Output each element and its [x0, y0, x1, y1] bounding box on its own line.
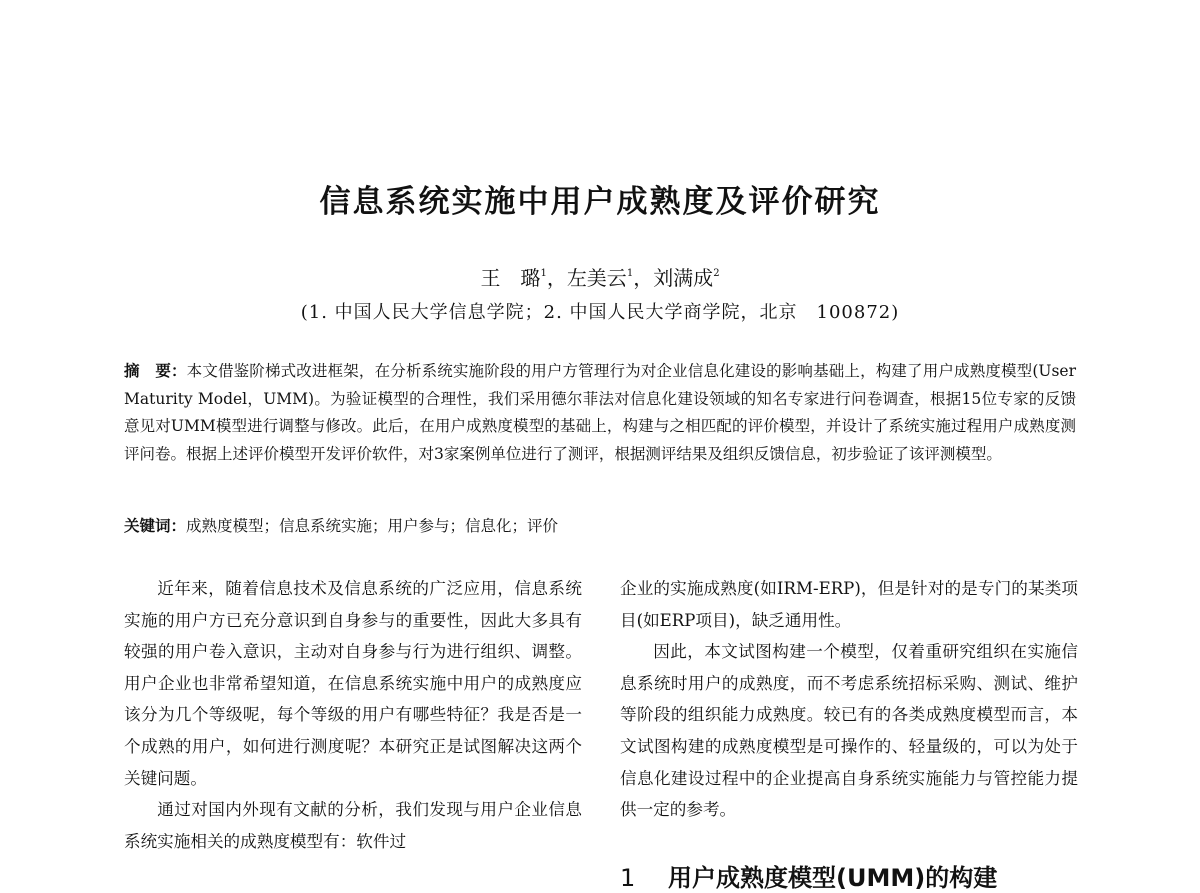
body-paragraph: 通过对国内外现有文献的分析，我们发现与用户企业信息系统实施相关的成熟度模型有：软件过 — [124, 800, 582, 851]
abstract-label: 摘 要： — [124, 362, 187, 380]
author-affil-mark: 1 — [540, 268, 547, 279]
paper-title: 信息系统实施中用户成熟度及评价研究 — [319, 184, 881, 220]
section-number: 1 — [620, 864, 636, 892]
author-affil-mark: 1 — [626, 268, 634, 279]
body-paragraph: 近年来，随着信息技术及信息系统的广泛应用，信息系统实施的用户方已充分意识到自身参与的重要性，因此大多具有较强的用户卷入意识，主动对自身参与行为进行组织、调整。用户企业也非常希望知道，在信息系统实施中用户的成熟度应该分为几个等级呢，每个等级的用户有哪些特征？我是否是一个成熟的用户，如何进行测度呢？本研究正是试图解决这两个关键问题。 — [124, 579, 582, 788]
affiliations: (1. 中国人民大学信息学院；2. 中国人民大学商学院，北京 100872) — [300, 302, 900, 323]
section-title: 用户成熟度模型(UMM)的构建 — [668, 864, 998, 892]
keywords-label: 关键词： — [124, 517, 187, 535]
author-separator: ， — [546, 266, 567, 290]
keywords — [124, 513, 1076, 540]
body-column-right — [620, 573, 1078, 826]
author-separator: ， — [633, 266, 654, 290]
body-column-left — [124, 573, 582, 857]
abstract — [124, 358, 1076, 468]
author-name: 刘满成 — [653, 266, 714, 290]
author-affil-mark: 2 — [713, 268, 720, 279]
section-heading — [620, 858, 1078, 893]
author-line — [0, 262, 1200, 291]
author-name: 左美云 — [566, 266, 627, 290]
keywords-text: 成熟度模型；信息系统实施；用户参与；信息化；评价 — [186, 517, 559, 535]
abstract-text: 本文借鉴阶梯式改进框架，在分析系统实施阶段的用户方管理行为对企业信息化建设的影响基础上，构建了用户成熟度模型(User Maturity Model，UMM)。为验证模型的合理性，我们采用德尔菲法对信息化建设领域的知名专家进行问卷调查，根据15位专家的反馈意见对UMM模型进行调整与修改。此后，在用户成熟度模型的基础上，构建与之相匹配的评价模型，并设计了系统实施过程用户成熟度测评问卷。根据上述评价模型开发评价软件，对3家案例单位进行了测评，根据测评结果及组织反馈信息，初步验证了该评测模型。 — [124, 362, 1076, 463]
body-paragraph: 企业的实施成熟度(如IRM-ERP)，但是针对的是专门的某类项目(如ERP项目)，缺乏通用性。 — [620, 579, 1078, 630]
author-name: 王 璐 — [480, 266, 541, 290]
body-paragraph: 因此，本文试图构建一个模型，仅着重研究组织在实施信息系统时用户的成熟度，而不考虑系统招标采购、测试、维护等阶段的组织能力成熟度。较已有的各类成熟度模型而言，本文试图构建的成熟度模型是可操作的、轻量级的，可以为处于信息化建设过程中的企业提高自身系统实施能力与管控能力提供一定的参考。 — [620, 642, 1078, 820]
